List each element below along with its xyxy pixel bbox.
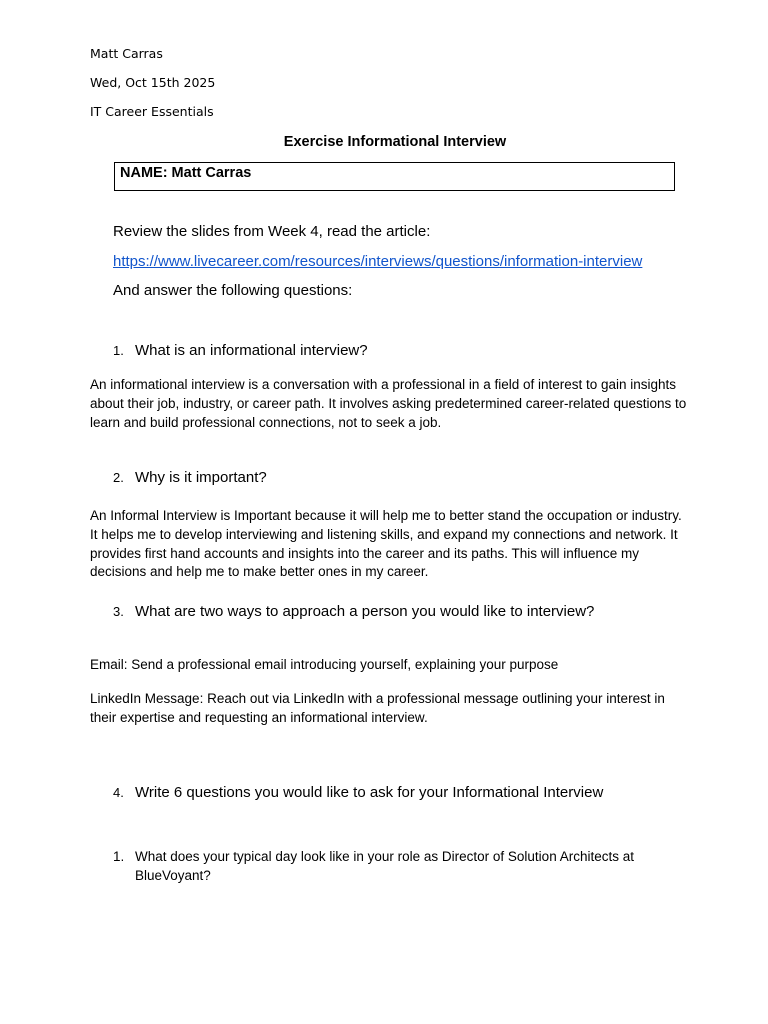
answer-1: An informational interview is a conversation with a professional in a field of interest to gain insights about their job, industry, or career path. It involves asking predetermined career-related questions to learn and build professional connections, not to seek a job. — [90, 377, 687, 430]
interview-question-text: What does your typical day look like in your role as Director of Solution Architects at BlueVoyant? — [135, 849, 634, 883]
answer-3-email: Email: Send a professional email introducing yourself, explaining your purpose — [90, 657, 559, 672]
interview-question-number: 1. — [113, 849, 125, 864]
question-number: 1. — [113, 343, 124, 358]
header-date: Wed, Oct 15th 2025 — [90, 75, 216, 90]
header-course: IT Career Essentials — [90, 104, 214, 119]
question-2 — [113, 469, 267, 487]
question-4 — [113, 784, 603, 802]
answer-2: An Informal Interview is Important because it will help me to better stand the occupation or industry. It helps me to develop interviewing and listening skills, and expand my connections and network. It provides first hand accounts and insights into the career and its paths. This will influence my decisions and help me to make better ones in my career. — [90, 508, 682, 580]
question-text: What is an informational interview? — [135, 342, 368, 359]
document-title: Exercise Informational Interview — [283, 134, 507, 150]
question-number: 2. — [113, 470, 124, 485]
instruction-line-1: Review the slides from Week 4, read the article: — [113, 223, 431, 240]
article-link[interactable]: https://www.livecareer.com/resources/interviews/questions/information-interview — [113, 253, 643, 270]
question-3 — [113, 603, 594, 621]
question-text: What are two ways to approach a person you would like to interview? — [135, 603, 595, 620]
instruction-line-2: And answer the following questions: — [113, 282, 353, 299]
question-text: Why is it important? — [135, 469, 267, 486]
question-1 — [113, 342, 368, 360]
answer-3-linkedin: LinkedIn Message: Reach out via LinkedIn with a professional message outlining your interest in their expertise and requesting an informational interview. — [90, 691, 665, 725]
question-text: Write 6 questions you would like to ask for your Informational Interview — [135, 784, 604, 801]
question-number: 3. — [113, 604, 124, 619]
name-line: NAME: Matt Carras — [120, 165, 252, 181]
question-number: 4. — [113, 785, 124, 800]
interview-question-1 — [113, 848, 673, 886]
header-author: Matt Carras — [90, 46, 163, 61]
name-box — [114, 162, 675, 191]
